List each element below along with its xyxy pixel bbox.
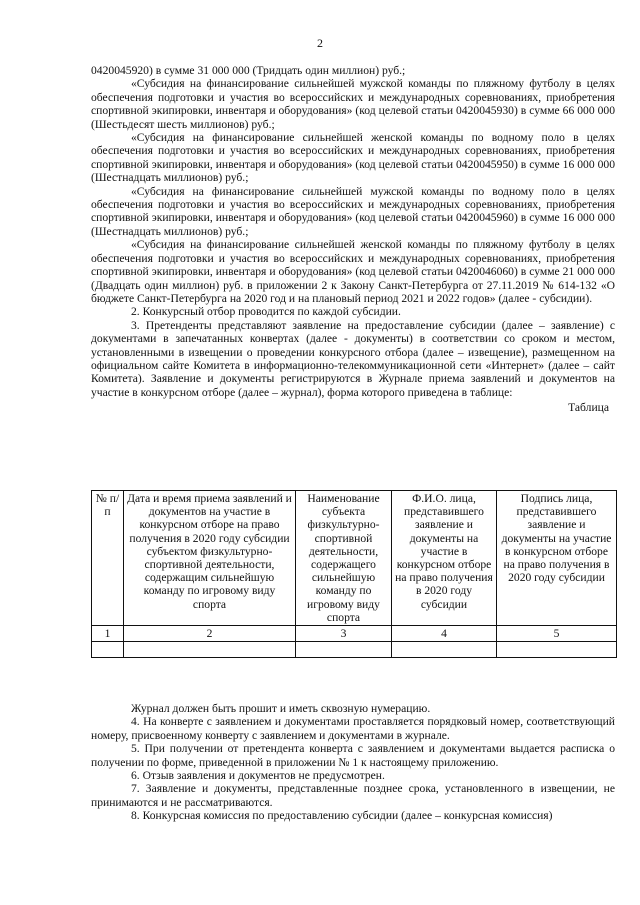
header-person-name: Ф.И.О. лица, представившего заявление и документы на участие в конкурсном отборе на право получения в 2020 году субсидии	[392, 491, 497, 626]
header-number: № п/п	[92, 491, 124, 626]
table-cell	[92, 642, 124, 658]
table-label: Таблица	[568, 401, 609, 415]
column-number: 3	[296, 626, 392, 642]
body-text-after-table	[91, 702, 615, 823]
table-cell	[497, 642, 617, 658]
journal-table	[91, 490, 617, 658]
paragraph: «Субсидия на финансирование сильнейшей мужской команды по пляжному футболу в целях обеспечения подготовки и участия во всероссийских и международных соревнованиях, приобретения спортивной экипировки, инвентаря и оборудования» (код целевой статьи 0420045930) в сумме 66 000 000 (Шестьдесят шесть миллионов) руб.;	[91, 77, 615, 131]
table-header-row	[92, 491, 617, 626]
paragraph: «Субсидия на финансирование сильнейшей мужской команды по водному поло в целях обеспечения подготовки и участия во всероссийских и международных соревнованиях, приобретения спортивной экипировки, инвентаря и оборудования» (код целевой статьи 0420045960) в сумме 16 000 000 (Шестнадцать миллионов) руб.;	[91, 184, 615, 238]
paragraph: 7. Заявление и документы, представленные позднее срока, установленного в извещении, не принимаются и не рассматриваются.	[91, 782, 615, 809]
paragraph: «Субсидия на финансирование сильнейшей женской команды по водному поло в целях обеспечения подготовки и участия во всероссийских и международных соревнованиях, приобретения спортивной экипировки, инвентаря и оборудования» (код целевой статьи 0420045950) в сумме 16 000 000 (Шестнадцать миллионов) руб.;	[91, 131, 615, 185]
paragraph: 5. При получении от претендента конверта с заявлением и документами выдается расписка о получении по форме, приведенной в приложении № 1 к настоящему приложению.	[91, 742, 615, 769]
paragraph: 6. Отзыв заявления и документов не предусмотрен.	[131, 769, 385, 783]
body-text	[91, 64, 615, 413]
paragraph: 3. Претенденты представляют заявление на предоставление субсидии (далее – заявление) с документами в запечатанных конвертах (далее - документы) в соответствии со сроком и местом, установленными в извещении о проведении конкурсного отбора (далее – извещение), размещенном на официальном сайте Комитета в информационно-телекоммуникационной сети «Интернет» (далее – сайт Комитета). Заявление и документы регистрируются в Журнале приема заявлений и документов на участие в конкурсном отборе (далее – журнал), форма которого приведена в таблице:	[91, 318, 615, 399]
column-number: 1	[92, 626, 124, 642]
column-number: 5	[497, 626, 617, 642]
paragraph: «Субсидия на финансирование сильнейшей женской команды по пляжному футболу в целях обеспечения подготовки и участия во всероссийских и международных соревнованиях, приобретения спортивной экипировки, инвентаря и оборудования» (код целевой статьи 0420046060) в сумме 21 000 000 (Двадцать один миллион) руб. в приложении 2 к Закону Санкт-Петербурга от 27.11.2019 № 614-132 «О бюджете Санкт-Петербурга на 2020 год и на плановый период 2021 и 2022 годов» (далее - субсидии).	[91, 238, 615, 305]
header-signature: Подпись лица, представившего заявление и документы на участие в конкурсном отборе на право получения в 2020 году субсидии	[497, 491, 617, 626]
page-number: 2	[317, 36, 323, 50]
table-cell	[392, 642, 497, 658]
header-entity-name: Наименование субъекта физкультурно-спортивной деятельности, содержащего сильнейшую команду по игровому виду спорта	[296, 491, 392, 626]
column-number: 2	[124, 626, 296, 642]
paragraph: 4. На конверте с заявлением и документами проставляется порядковый номер, соответствующий номеру, присвоенному конверту с заявлением и документами в журнале.	[91, 715, 615, 742]
paragraph: Журнал должен быть прошит и иметь сквозную нумерацию.	[131, 702, 431, 715]
table-cell	[296, 642, 392, 658]
paragraph: 2. Конкурсный отбор проводится по каждой субсидии.	[131, 305, 401, 319]
header-datetime: Дата и время приема заявлений и документов на участие в конкурсном отборе на право получения в 2020 году субсидии субъектом физкультурно-спортивной деятельности, содержащим сильнейшую команду по игровому виду спорта	[124, 491, 296, 626]
table-empty-row	[92, 642, 617, 658]
table-cell	[124, 642, 296, 658]
column-number: 4	[392, 626, 497, 642]
table-column-numbers-row	[92, 626, 617, 642]
paragraph: 8. Конкурсная комиссия по предоставлению субсидии (далее – конкурсная комиссия)	[131, 809, 553, 823]
paragraph: 0420045920) в сумме 31 000 000 (Тридцать один миллион) руб.;	[91, 64, 406, 77]
